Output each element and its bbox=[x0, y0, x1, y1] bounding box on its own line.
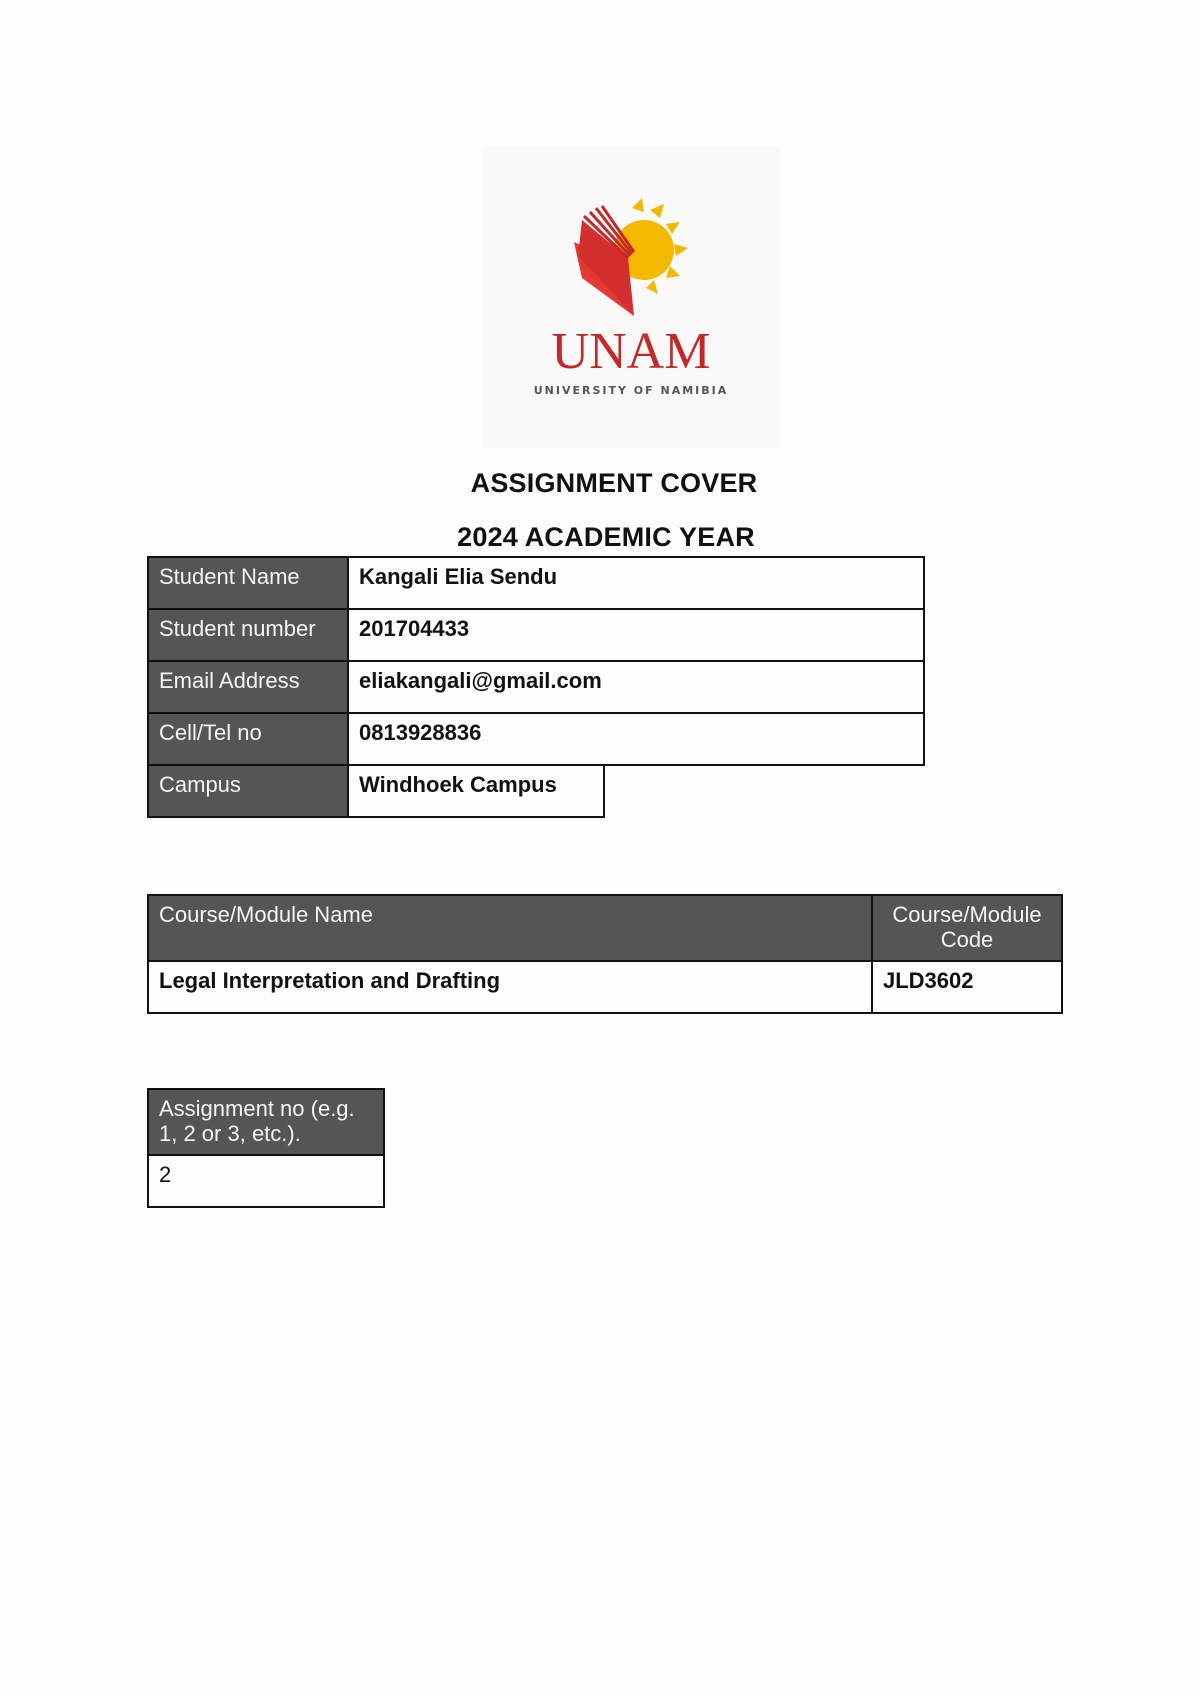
phone-value: 0813928836 bbox=[347, 712, 925, 766]
course-name-header: Course/Module Name bbox=[147, 894, 873, 962]
course-code-header-line1: Course/Module bbox=[892, 902, 1042, 927]
phone-label: Cell/Tel no bbox=[147, 712, 349, 766]
email-label: Email Address bbox=[147, 660, 349, 714]
email-value: eliakangali@gmail.com bbox=[347, 660, 925, 714]
university-logo bbox=[482, 146, 780, 448]
campus-label: Campus bbox=[147, 764, 349, 818]
academic-year: 2024 ACADEMIC YEAR bbox=[457, 522, 755, 552]
assignment-number-value: 2 bbox=[147, 1154, 385, 1208]
student-number-value: 201704433 bbox=[347, 608, 925, 662]
logo-wordmark: UNAM bbox=[551, 323, 711, 380]
student-name-label: Student Name bbox=[147, 556, 349, 610]
course-code-header-line2: Code bbox=[940, 927, 994, 953]
assignment-label-line2: 1, 2 or 3, etc.). bbox=[159, 1121, 301, 1147]
course-code-value: JLD3602 bbox=[871, 960, 1063, 1014]
assignment-label-line1: Assignment no (e.g. bbox=[159, 1096, 355, 1121]
campus-value: Windhoek Campus bbox=[347, 764, 605, 818]
logo-subtitle: UNIVERSITY OF NAMIBIA bbox=[533, 384, 729, 397]
student-number-label: Student number bbox=[147, 608, 349, 662]
page-title: ASSIGNMENT COVER bbox=[470, 468, 758, 498]
course-code-header bbox=[871, 894, 1063, 962]
book-icon bbox=[574, 206, 634, 316]
unam-logo-graphic bbox=[482, 146, 780, 448]
course-name-value: Legal Interpretation and Drafting bbox=[147, 960, 873, 1014]
student-name-value: Kangali Elia Sendu bbox=[347, 556, 925, 610]
assignment-number-header bbox=[147, 1088, 385, 1156]
